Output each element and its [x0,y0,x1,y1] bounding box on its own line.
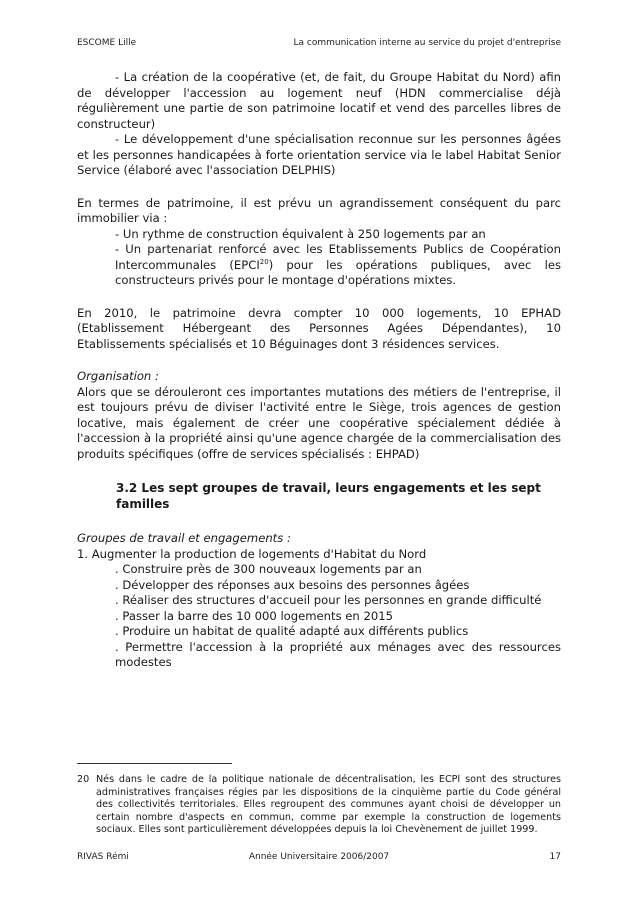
organisation-section [77,369,561,462]
header-title: La communication interne au service du projet d'entreprise [293,38,561,48]
organisation-title: Organisation : [77,369,159,383]
page-content [77,70,561,671]
footer-year: Année Universitaire 2006/2007 [248,852,390,862]
intro-item-specialisation: - Le développement d'une spécialisation reconnue sur les personnes âgées et les personnes handicapées à forte orientation service via le label Habitat Senior Service (élaboré avec l'association DELPHIS) [77,132,561,177]
patrimoine-list [77,227,561,289]
patrimoine-item-rythme: - Un rythme de construction équivalent à 250 logements par an [115,226,486,241]
footnote-text: Nés dans le cadre de la politique nationale de décentralisation, les ECPI sont des structures administratives françaises régies par les dispositions de la cinquième partie du Code général des collectivités territoriales. Elles regroupent des communes ayant choisi de développer un certain nombre d'aspects en commun, comme par exemple la construction de logements sociaux. Elles sont particulièrement développées depuis la loi Chevènement de juillet 1999. [96,774,561,836]
intro-item-cooperative: - La création de la coopérative (et, de fait, du Groupe Habitat du Nord) afin de développer l'accession au logement neuf (HDN commercialise déjà régulièrement une partie de son patrimoine locatif et vend des parcelles libres de constructeur) [77,70,561,131]
goal-item: . Construire près de 300 nouveaux logements par an [115,562,422,576]
section-heading: 3.2 Les sept groupes de travail, leurs engagements et les sept familles [116,481,541,511]
partenariat-text-end: ) pour les opérations publiques, avec les constructeurs privés pour le montage d'opérations mixtes. [115,257,561,287]
header-school: ESCOME Lille [77,38,137,48]
goals-list [77,562,561,671]
footnote-ref-20[interactable]: 20 [259,257,269,266]
partenariat-text-start: - Un partenariat renforcé avec les Etablissements Publics de Coopération Intercommunales (EPCI [115,242,561,272]
page-number: 17 [549,852,561,862]
patrimoine-item-partenariat [115,242,561,289]
groupes-section [77,531,561,671]
patrimoine-intro: En termes de patrimoine, il est prévu un agrandissement conséquent du parc immobilier via : [77,195,561,225]
goal-item: . Permettre l'accession à la propriété aux ménages avec des ressources modestes [115,639,561,669]
patrimoine-2010: En 2010, le patrimoine devra compter 10 000 logements, 10 EPHAD (Etablissement Hébergeant des Personnes Agées Dépendantes), 10 Etablissements spécialisés et 10 Béguinages dont 3 résidences services. [77,305,561,351]
patrimoine-section [77,196,561,289]
footer-author: RIVAS Rémi [77,852,129,862]
footnote [77,774,561,837]
goal-item: . Développer des réponses aux besoins des personnes âgées [115,577,470,592]
footnote-number: 20 [77,774,90,785]
goal-item: . Passer la barre des 10 000 logements en 2015 [115,608,393,623]
groupes-item-1: 1. Augmenter la production de logements d'Habitat du Nord [77,546,427,561]
organisation-text: Alors que se dérouleront ces importantes mutations des métiers de l'entreprise, il est toujours prévu de diviser l'activité entre le Siège, trois agences de gestion locative, mais également de créer une coopérative spécialement dédiée à l'accession à la propriété ainsi qu'une agence chargée de la commercialisation des produits spécifiques (offre de services spécialisés : EHPAD) [77,384,561,461]
goal-item: . Produire un habitat de qualité adapté aux différents publics [115,624,469,638]
goal-item: . Réaliser des structures d'accueil pour les personnes en grande difficulté [115,593,542,607]
groupes-title: Groupes de travail et engagements : [77,531,291,545]
footnote-separator [77,763,232,764]
